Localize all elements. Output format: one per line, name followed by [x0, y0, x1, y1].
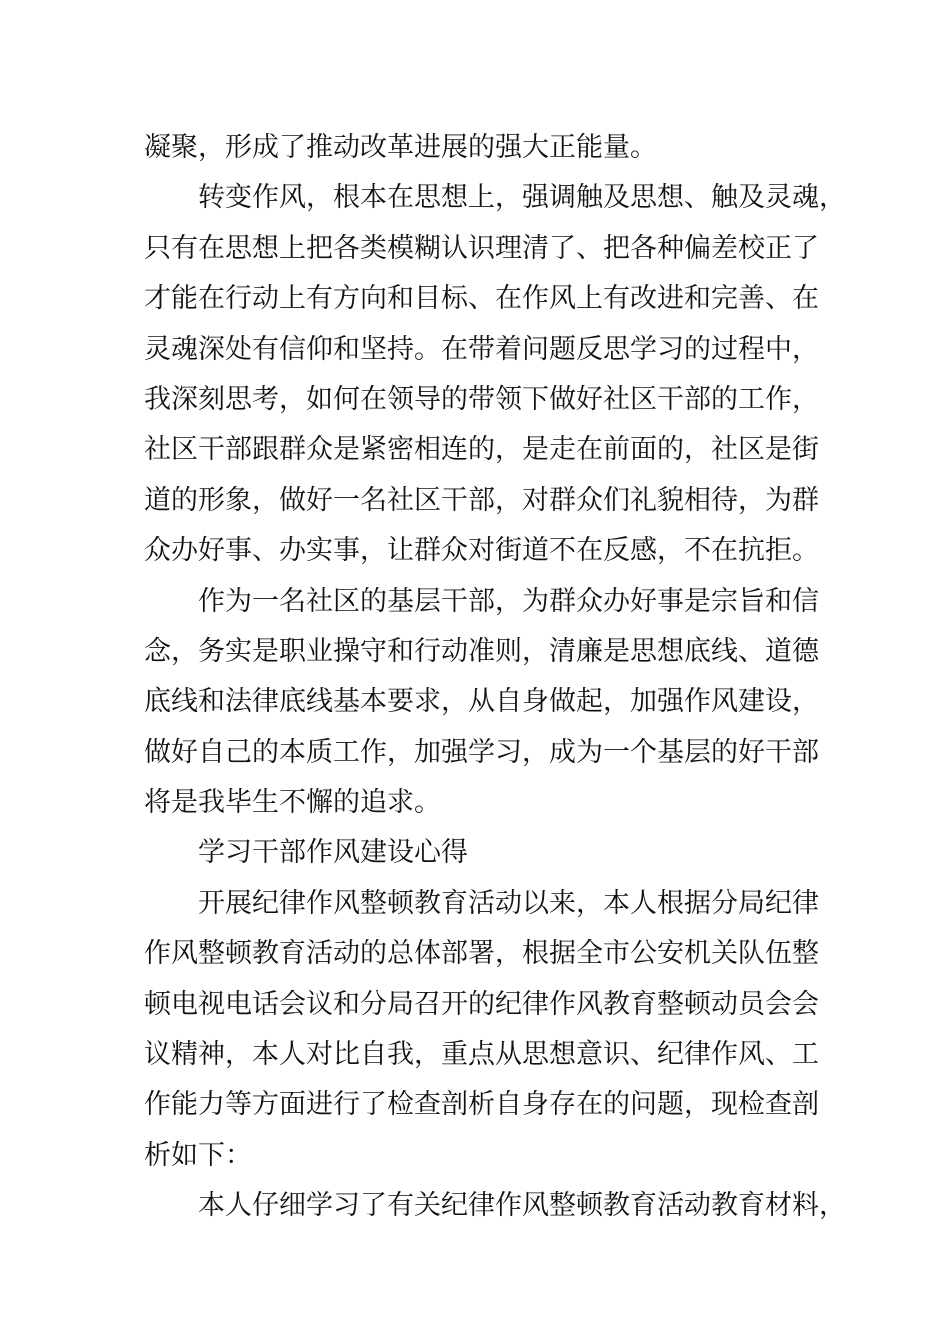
section-heading: 学习干部作风建设心得 [198, 837, 468, 869]
text-line: 将是我毕生不懈的追求。 [144, 787, 441, 819]
text-line: 议精神，本人对比自我，重点从思想意识、纪律作风、工 [144, 1039, 819, 1071]
text-line: 作为一名社区的基层干部，为群众办好事是宗旨和信 [198, 585, 819, 617]
text-line: 转变作风，根本在思想上，强调触及思想、触及灵魂， [198, 182, 846, 214]
text-line: 做好自己的本质工作，加强学习，成为一个基层的好干部 [144, 736, 819, 768]
text-line: 众办好事、办实事，让群众对街道不在反感，不在抗拒。 [144, 535, 819, 567]
text-line: 只有在思想上把各类模糊认识理清了、把各种偏差校正了 [144, 232, 819, 264]
text-line: 底线和法律底线基本要求，从自身做起，加强作风建设， [144, 686, 819, 718]
text-line: 凝聚，形成了推动改革进展的强大正能量。 [144, 132, 657, 163]
text-line: 灵魂深处有信仰和坚持。在带着问题反思学习的过程中， [144, 333, 819, 365]
text-line: 念，务实是职业操守和行动准则，清廉是思想底线、道德 [144, 635, 819, 667]
text-line: 我深刻思考，如何在领导的带领下做好社区干部的工作， [144, 383, 819, 415]
text-line: 作风整顿教育活动的总体部署，根据全市公安机关队伍整 [144, 938, 819, 970]
text-line: 道的形象，做好一名社区干部，对群众们礼貌相待，为群 [144, 484, 819, 516]
text-line: 本人仔细学习了有关纪律作风整顿教育活动教育材料， [198, 1190, 846, 1222]
text-line: 社区干部跟群众是紧密相连的，是走在前面的，社区是街 [144, 434, 819, 466]
text-line: 顿电视电话会议和分局召开的纪律作风教育整顿动员会会 [144, 988, 819, 1020]
text-line: 析如下： [144, 1139, 252, 1171]
document-body [144, 123, 844, 1232]
text-line: 作能力等方面进行了检查剖析自身存在的问题，现检查剖 [144, 1089, 819, 1121]
text-line: 才能在行动上有方向和目标、在作风上有改进和完善、在 [144, 283, 819, 315]
text-line: 开展纪律作风整顿教育活动以来，本人根据分局纪律 [198, 887, 819, 919]
